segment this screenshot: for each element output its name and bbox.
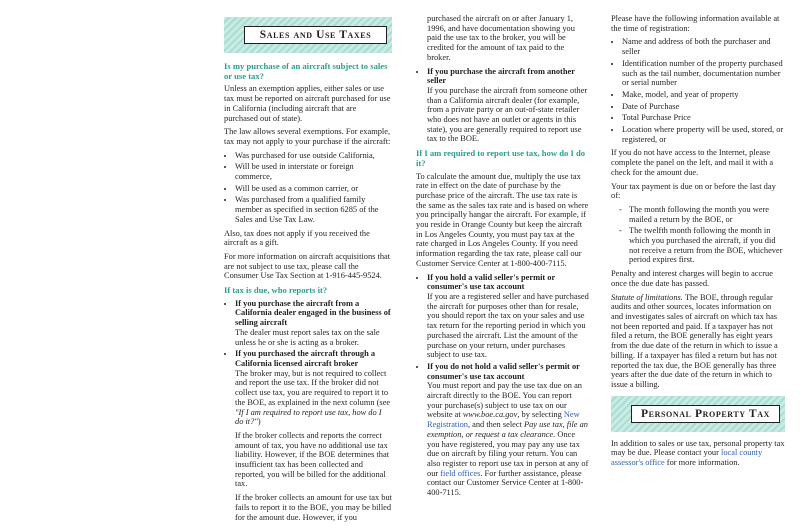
list-item <box>235 349 392 427</box>
list-item: • Name and address of both the purchaser and seller <box>622 37 785 56</box>
column-3 <box>611 0 785 472</box>
exemption-list <box>224 151 392 225</box>
due-date-list <box>611 205 785 265</box>
paragraph: To calculate the amount due, multiply the use tax rate in effect on the date of purchase by the purchase price of the aircraft. The use tax rate is the same as the sales tax rate and is based on where you principally hangar the aircraft. For example, if you reside in Orange County but keep the aircraft in Los Angeles County, you must pay tax at the rate charged in Los Angeles County. If you need information regarding the tax rate, please call our Customer Service Center at 1-800-400-7115. <box>416 171 589 268</box>
list-item: • Was purchased from a qualified family member as specified in section 6285 of the Sales and Use Tax Law. <box>235 195 392 224</box>
new-registration-link[interactable]: New Registration <box>427 410 580 430</box>
website-text: www.boe.ca.gov <box>462 410 518 420</box>
list-item: • Location where property will be used, stored, or registered, or <box>622 125 785 144</box>
banner-title: Sales and Use Taxes <box>244 26 387 44</box>
question-heading: If tax is due, who reports it? <box>224 285 328 296</box>
list-item-title: • If you purchase the aircraft from another seller <box>427 66 575 86</box>
county-assessor-link[interactable]: local county assessor's office <box>611 448 763 468</box>
list-item-text: The dealer must report sales tax on the sale unless he or she is acting as a broker. <box>235 327 380 347</box>
question-heading: Is my purchase of an aircraft subject to sales or use tax? <box>224 61 388 81</box>
list-item-title: • If you purchased the aircraft through a California licensed aircraft broker <box>235 349 376 368</box>
paragraph: purchased the aircraft on or after January 1, 1996, and have documentation showing you paid the use tax to the broker, you will be credited for the amount of tax paid to the broker. <box>427 14 575 62</box>
list-item <box>427 67 589 145</box>
list-item: - The twelfth month following the month in which you purchased the aircraft, if you did not receive a return from the BOE, whichever period expires first. <box>629 226 785 265</box>
paragraph: If the broker collects and reports the correct amount of tax, you have no additional use tax liability. However, if the BOE determines that insufficient tax has been collected and reported, you will be billed for the additional tax. <box>235 430 390 489</box>
personal-property-tax-banner <box>611 396 785 432</box>
list-item: • Date of Purchase <box>622 102 785 112</box>
question-heading: If I am required to report use tax, how do I do it? <box>416 148 586 168</box>
who-reports-list <box>224 299 392 427</box>
account-list <box>416 273 589 498</box>
list-item <box>235 299 392 348</box>
paragraph: For more information on aircraft acquisitions that are not subject to use tax, please call the Consumer Use Tax Section at 1-916-445-9524. <box>224 251 391 281</box>
sales-use-taxes-banner <box>224 17 392 53</box>
banner-title: Personal Property Tax <box>631 405 780 423</box>
list-item: • Make, model, and year of property <box>622 90 785 100</box>
column-2 <box>416 0 589 502</box>
paragraph: In addition to sales or use tax, personal property tax may be due. Please contact your local county assessor's office for more information. <box>611 438 785 468</box>
list-item: - The month following the month you were mailed a return by the BOE, or <box>629 205 785 224</box>
paragraph: The law allows several exemptions. For example, tax may not apply to your purchase if the aircraft: <box>224 127 391 146</box>
list-item: • Was purchased for use outside California, <box>235 151 392 161</box>
list-item <box>427 273 589 360</box>
paragraph: Also, tax does not apply if you received the aircraft as a gift. <box>224 228 370 248</box>
paragraph: If the broker collects an amount for use tax but fails to report it to the BOE, you may be billed for the amount due. However, if you <box>235 493 392 522</box>
paragraph: Penalty and interest charges will begin to accrue once the due date has passed. <box>611 269 773 288</box>
other-seller-list <box>416 67 589 145</box>
list-item-text: You must report and pay the use tax due on an aircraft directly to the BOE. You can report your purchase(s) subject to use tax on our website at www.boe.ca.gov, by selecting New Registration, and then select Pay use tax, file an exemption, or request a tax clearance. Once you have registered, you may pay any use tax due on aircraft by filing your return. You can also register to report use tax in person at any of our field offices. For further assistance, please contact our Customer Service Center at 1-800-400-7115. <box>427 381 589 498</box>
list-item-text: If you purchase the aircraft from someone other than a California aircraft dealer (for example, from a private party or an out-of-state retailer who does not have an outlet or agents in this state), you are generally required to report use tax to the BOE. <box>427 85 588 144</box>
paragraph: Please have the following information available at the time of registration: <box>611 14 780 33</box>
list-item-title: • If you hold a valid seller's permit or consumer's use tax account <box>427 272 556 292</box>
paragraph: If you do not have access to the Internet, please complete the panel on the left, and mail it with a check for the amount due. <box>611 148 774 177</box>
list-item: • Total Purchase Price <box>622 113 785 123</box>
list-item <box>427 362 589 498</box>
list-item: • Will be used as a common carrier, or <box>235 184 392 194</box>
paragraph: Unless an exemption applies, either sales or use tax must be reported on aircraft purchased for use in California (including aircraft that are purchased out of state). <box>224 84 391 123</box>
list-item-text: If you are a registered seller and have purchased the aircraft for purposes other than for resale, you should report the tax on your sales and use tax return for the reporting period in which you purchased the aircraft. List the amount of the purchase on your return, under purchases subject to use tax. <box>427 291 589 360</box>
registration-info-list <box>611 37 785 144</box>
list-item: • Identification number of the property purchased such as the tail number, documentation number or serial number <box>622 59 785 88</box>
list-item-title: • If you do not hold a valid seller's permit or consumer's use tax account <box>427 361 580 381</box>
column-1 <box>224 0 392 526</box>
paragraph: Statute of limitations. The BOE, through regular audits and other sources, locates information on and investigates sales of aircraft on which tax has not been reported and paid. If a taxpayer has not filed a return, the BOE generally has eight years from the due date of the return in which to issue a billing. If a taxpayer has filed a return but has not reported the tax due, the BOE generally has three years after the due date of the return in which to issue a billing. <box>611 292 778 389</box>
field-offices-link[interactable]: field offices <box>440 468 481 478</box>
list-item-title: • If you purchase the aircraft from a California dealer engaged in the business of selling aircraft <box>235 298 391 328</box>
list-item-text: The broker may, but is not required to collect and report the use tax. If the broker did not collect use tax, you are required to report it to the BOE, as explained in the next column (see "If I am required to report use tax, how do I do it?") <box>235 368 391 427</box>
paragraph: Your tax payment is due on or before the last day of: <box>611 181 776 201</box>
list-item: • Will be used in interstate or foreign commerce, <box>235 162 392 181</box>
